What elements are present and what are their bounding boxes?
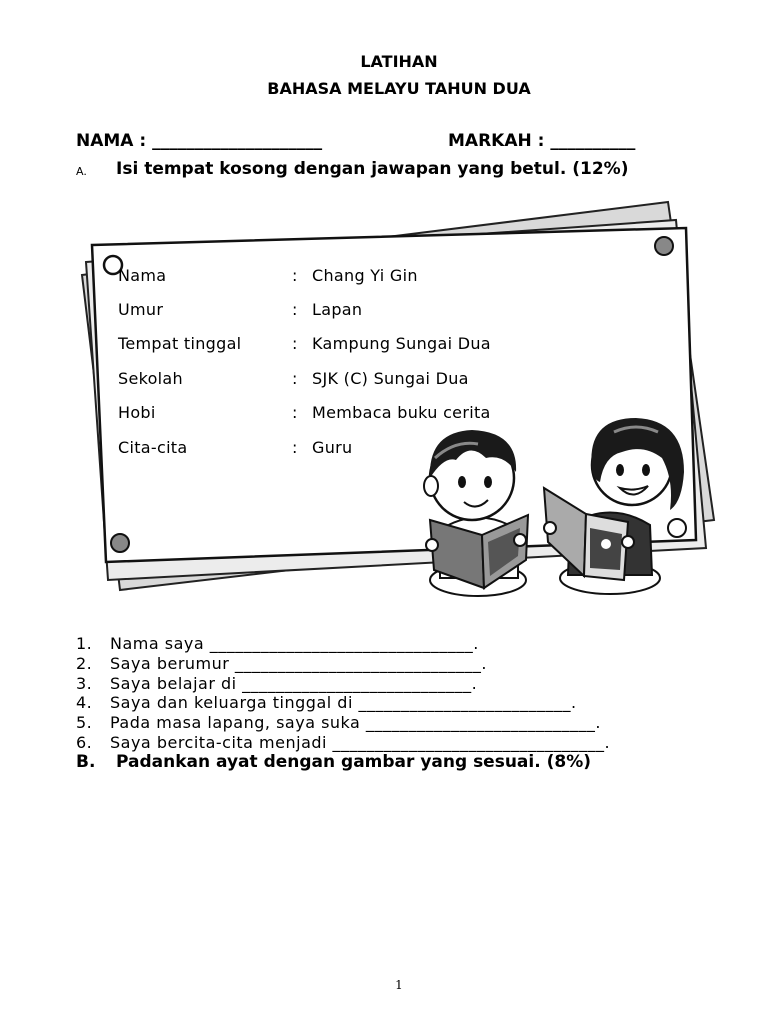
profile-label: Sekolah (118, 369, 183, 388)
profile-value: Lapan (312, 300, 363, 319)
question-number: 5. (76, 713, 93, 732)
question-number: 3. (76, 674, 93, 693)
question-item (76, 713, 601, 732)
question-text: Saya dan keluarga tinggal di _________________________. (110, 693, 577, 712)
profile-value: Kampung Sungai Dua (312, 334, 491, 353)
profile-colon: : (292, 266, 298, 285)
question-item (76, 693, 577, 712)
section-a-instruction: Isi tempat kosong dengan jawapan yang betul. (12%) (116, 159, 629, 179)
boy-reading-figure (424, 430, 528, 596)
question-item (76, 634, 479, 653)
question-item (76, 733, 610, 752)
pin-top-right-icon (655, 237, 673, 255)
profile-value: SJK (C) Sungai Dua (312, 369, 469, 388)
question-number: 2. (76, 654, 93, 673)
profile-label: Tempat tinggal (118, 334, 242, 353)
marks-field-label: MARKAH : __________ (448, 131, 636, 151)
pin-bottom-left-icon (111, 534, 129, 552)
profile-label: Umur (118, 300, 164, 319)
girl-reading-figure (544, 418, 684, 594)
question-item (76, 674, 477, 693)
profile-colon: : (292, 438, 298, 457)
profile-value: Chang Yi Gin (312, 266, 418, 285)
profile-label: Cita-cita (118, 438, 188, 457)
question-number: 1. (76, 634, 93, 653)
page-subtitle: BAHASA MELAYU TAHUN DUA (267, 79, 531, 98)
section-a-letter: A. (76, 165, 87, 178)
question-number: 6. (76, 733, 93, 752)
children-reading-illustration (400, 410, 700, 605)
profile-value: Membaca buku cerita (312, 403, 491, 422)
question-item (76, 654, 487, 673)
section-b-instruction: Padankan ayat dengan gambar yang sesuai. (8%) (116, 752, 592, 772)
question-text: Saya belajar di ___________________________. (110, 674, 478, 693)
question-text: Saya bercita-cita menjadi ________________________________. (110, 733, 611, 752)
profile-colon: : (292, 369, 298, 388)
section-b-letter: B. (76, 752, 96, 772)
question-text: Saya berumur _____________________________. (110, 654, 488, 673)
page-title: LATIHAN (360, 52, 438, 71)
profile-colon: : (292, 300, 298, 319)
profile-label: Hobi (118, 403, 156, 422)
question-number: 4. (76, 693, 93, 712)
profile-colon: : (292, 403, 298, 422)
profile-value: Guru (312, 438, 353, 457)
profile-colon: : (292, 334, 298, 353)
profile-label: Nama (118, 266, 167, 285)
question-text: Nama saya _______________________________. (110, 634, 479, 653)
question-text: Pada masa lapang, saya suka ___________________________. (110, 713, 602, 732)
page-number: 1 (395, 978, 403, 992)
name-field-label: NAMA : ____________________ (76, 131, 323, 151)
